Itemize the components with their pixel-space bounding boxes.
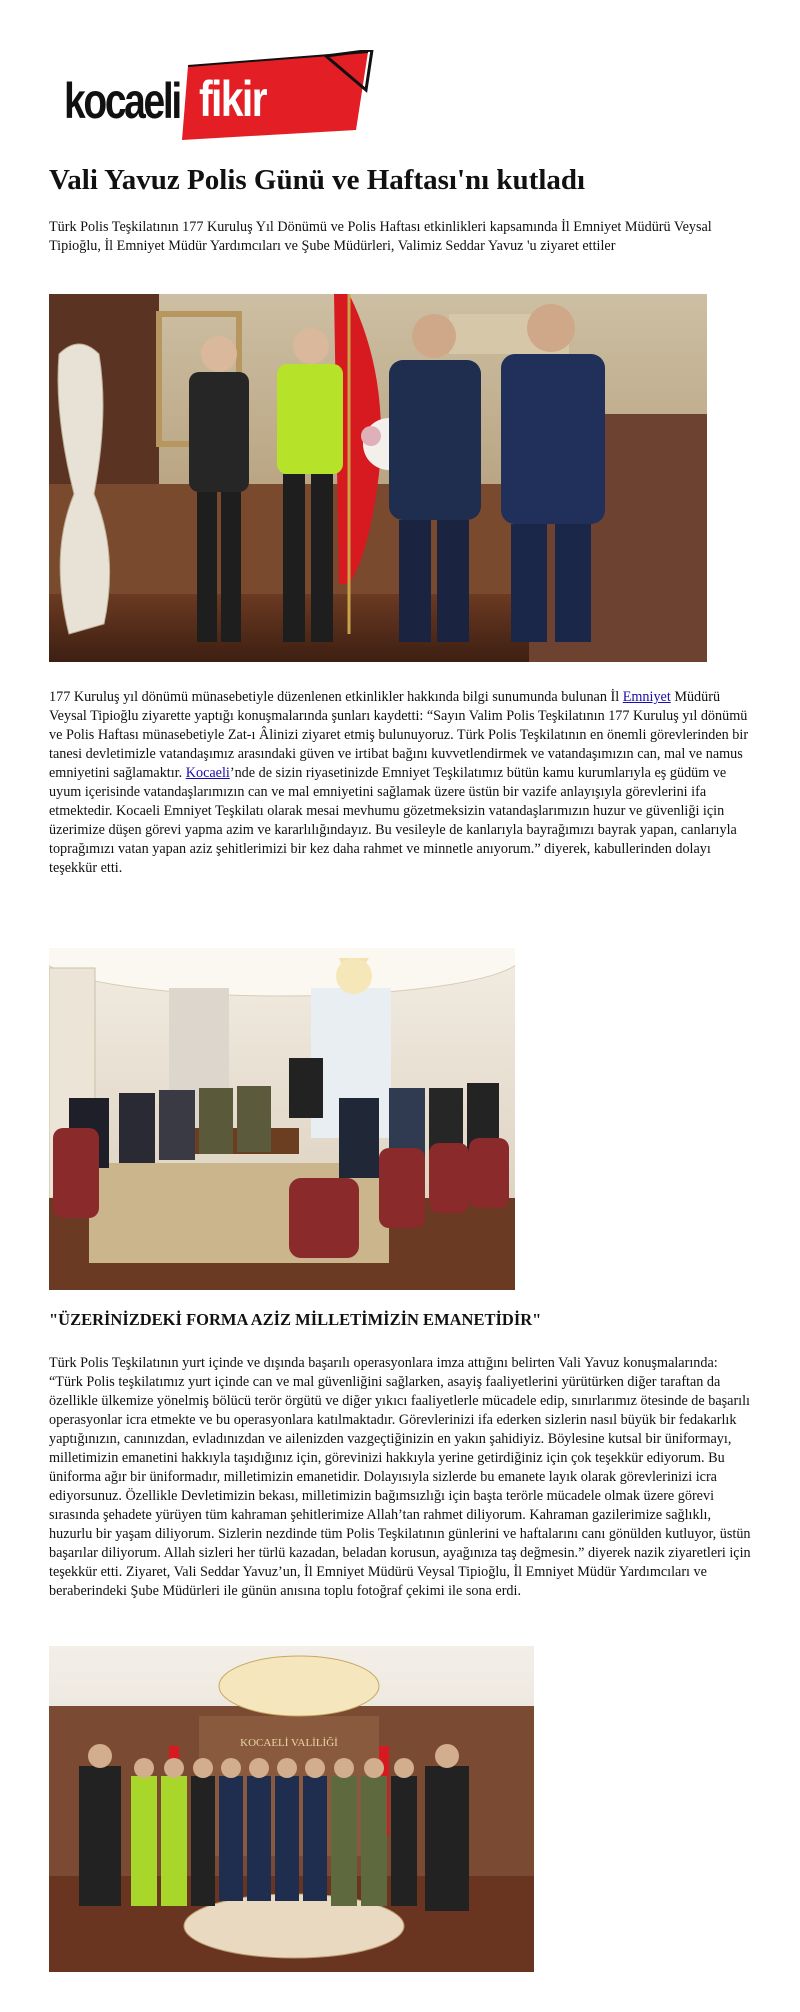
article-photo-group bbox=[49, 1646, 534, 1972]
article-title: Vali Yavuz Polis Günü ve Haftası'nı kutladı bbox=[49, 164, 586, 196]
article-paragraph-2: Türk Polis Teşkilatının yurt içinde ve dışında başarılı operasyonlara imza attığını belirten Vali Yavuz konuşmalarında: “Türk Polis teşkilatımız yurt içinde can ve mal güvenliğini sağlarken, asayiş faaliyetlerini yürütürken diğer taraftan da özellikle ülkemize yönelmiş bölücü terör örgütü ve diğer yıkıcı faaliyetlerle mücadele edip, sınırlarımız ötesinde de başarılı operasyonlar icra etmekte ve bu operasyonlara katılmaktadır. Görevlerinizi ifa ederken sizlerin nasıl büyük bir fedakarlık yaptığınızın, canınızdan, evladınızdan ve ailenizden vazgeçtiğinizin en yakın şahidiyiz. Böylesine kutsal bir üniformayı, milletimizin emanetini hakkıyla taşıdığınız için, görevinizi hakkıyla yerine getirdiğiniz için çok teşekkür ediyorum. Bu üniforma ağır bir üniformadır, milletimizin emanetidir. Dolayısıyla sizlerde bu emanete layık olarak görevlerinizi icra ediyorsunuz. Özellikle Devletimizin bekası, milletimizin bağımsızlığı için başta terörle mücadele olmak üzere görevi sırasında şehadete yürüyen tüm kahraman şehitlerimize Allah’tan rahmet diliyorum. Kahraman gazilerimize sağlıklı, huzurlu bir yaşam diliyorum. Sizlerin nezdinde tüm Polis Teşkilatının günlerini ve haftalarını canı gönülden kutluyor, üstün başarılar diliyorum. Allah sizleri her türlü kazadan, beladan korusun, ayağınıza taş değmesin.” diyerek nazik ziyaretleri için teşekkür etti. Ziyaret, Vali Seddar Yavuz’un, İl Emniyet Müdürü Veysal Tipioğlu, İl Emniyet Müdür Yardımcıları ve beraberindeki Şube Müdürleri ile günün anısına toplu fotoğraf çekimi ile sona erdi. bbox=[49, 1355, 751, 1599]
article-subheading: "ÜZERİNİZDEKİ FORMA AZİZ MİLLETİMİZİN EMANETİDİR" bbox=[49, 1310, 542, 1329]
link-kocaeli[interactable]: Kocaeli bbox=[185, 765, 230, 781]
link-emniyet[interactable]: Emniyet bbox=[622, 689, 671, 705]
logo-text-kocaeli: kocaeli bbox=[64, 73, 180, 129]
logo-text-fikir: fikir bbox=[199, 71, 266, 127]
article-photo-meeting bbox=[49, 948, 515, 1290]
article-paragraph-1 bbox=[49, 688, 754, 878]
photo-sign-text: KOCAELİ VALİLİĞİ bbox=[240, 1737, 338, 1749]
site-logo[interactable] bbox=[64, 50, 314, 142]
article-photo-reception bbox=[49, 294, 707, 662]
paragraph-text: Müdürü Veysal Tipioğlu ziyarette yaptığı konuşmalarında şunları kaydetti: “Sayın Valim Polis Teşkilatının 177 Kuruluş yıl dönümü ve Polis Haftası münasebetiyle Zat-ı Âlinizi ziyaret etmiş bulunuyoruz. Türk Polis Teşkilatının en önemli görevlerinden bir tanesi devletimizle vatandaşımız arasındaki güven ve irtibat bağını kuvvetlendirmek ve vatandaşımızın can, mal ve namus emniyetini sağlamaktır. bbox=[49, 689, 749, 781]
paragraph-text: 177 Kuruluş yıl dönümü münasebetiyle düzenlenen etkinlikler hakkında bilgi sunumunda bulunan İl bbox=[49, 689, 623, 705]
paragraph-text: ’nde de sizin riyasetinizde Emniyet Teşkilatımız bütün kamu kurumlarıyla eş güdüm ve uyum içerisinde vatandaşlarımızın can ve mal emniyetini sağlamak üzere üstün bir vazife anlayışıyla görevlerini ifa etmektedir. Kocaeli Emniyet Teşkilatı olarak mesai mevhumu gözetmeksizin vatandaşlarımızın huzur ve güvenliği için üzerimize düşen görevi yapma azim ve kararlılığındayız. Bu vesileyle de kanlarıyla bayrağımızı bayrak yapan, canlarıyla toprağımızı vatan yapan aziz şehitlerimizi bir kez daha rahmet ve minnetle anıyorum.” diyerek, kabullerinden dolayı teşekkür etti. bbox=[49, 765, 737, 876]
article-lead: Türk Polis Teşkilatının 177 Kuruluş Yıl Dönümü ve Polis Haftası etkinlikleri kapsamında İl Emniyet Müdürü Veysal Tipioğlu, İl Emniyet Müdür Yardımcıları ve Şube Müdürleri, Valimiz Seddar Yavuz 'u ziyaret ettiler bbox=[49, 219, 712, 254]
